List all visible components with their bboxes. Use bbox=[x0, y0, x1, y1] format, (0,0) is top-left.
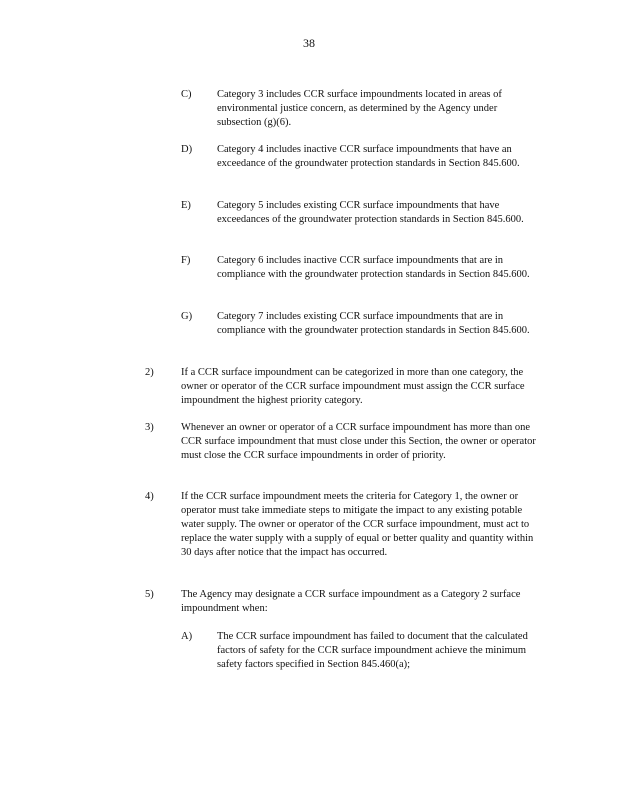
list-marker: E) bbox=[181, 200, 191, 211]
list-item-text: The CCR surface impoundment has failed to document that the calculated factors of safety for the CCR surface impoundment achieve the minimum safety factors specified in Section 845.460(a); bbox=[217, 631, 528, 670]
list-marker: 5) bbox=[145, 589, 154, 600]
list-marker: A) bbox=[181, 631, 193, 642]
list-marker: 4) bbox=[145, 491, 154, 502]
list-item-text: Whenever an owner or operator of a CCR surface impoundment has more than one CCR surface impoundment that must close under this Section, the owner or operator must close the CCR surface impoundments in order of priority. bbox=[181, 422, 536, 461]
page-number: 38 bbox=[303, 36, 315, 50]
list-item-text: If the CCR surface impoundment meets the criteria for Category 1, the owner or operator must take immediate steps to mitigate the impact to any existing potable water supply. The owner or operator of the CCR surface impoundment, must act to replace the water supply with a supply of equal or better quality and quantity within 30 days after notice that the impact has occurred. bbox=[181, 491, 534, 558]
list-item-text: If a CCR surface impoundment can be categorized in more than one category, the owner or operator of the CCR surface impoundment must assign the CCR surface impoundment the highest priority category. bbox=[181, 367, 525, 406]
list-item-text: Category 3 includes CCR surface impoundments located in areas of environmental justice concern, as determined by the Agency under subsection (g)(6). bbox=[217, 89, 502, 128]
list-item-text: Category 4 includes inactive CCR surface impoundments that have an exceedance of the groundwater protection standards in Section 845.600. bbox=[217, 144, 520, 169]
list-item-text: The Agency may designate a CCR surface impoundment as a Category 2 surface impoundment when: bbox=[181, 589, 521, 614]
list-item-text: Category 5 includes existing CCR surface impoundments that have exceedances of the groundwater protection standards in Section 845.600. bbox=[217, 200, 524, 225]
list-item-text: Category 6 includes inactive CCR surface impoundments that are in compliance with the groundwater protection standards in Section 845.600. bbox=[217, 255, 530, 280]
list-item-text: Category 7 includes existing CCR surface impoundments that are in compliance with the groundwater protection standards in Section 845.600. bbox=[217, 311, 530, 336]
list-marker: G) bbox=[181, 311, 193, 322]
list-marker: F) bbox=[181, 255, 191, 266]
list-marker: C) bbox=[181, 89, 192, 100]
list-marker: D) bbox=[181, 144, 193, 155]
list-marker: 3) bbox=[145, 422, 154, 433]
list-marker: 2) bbox=[145, 367, 154, 378]
